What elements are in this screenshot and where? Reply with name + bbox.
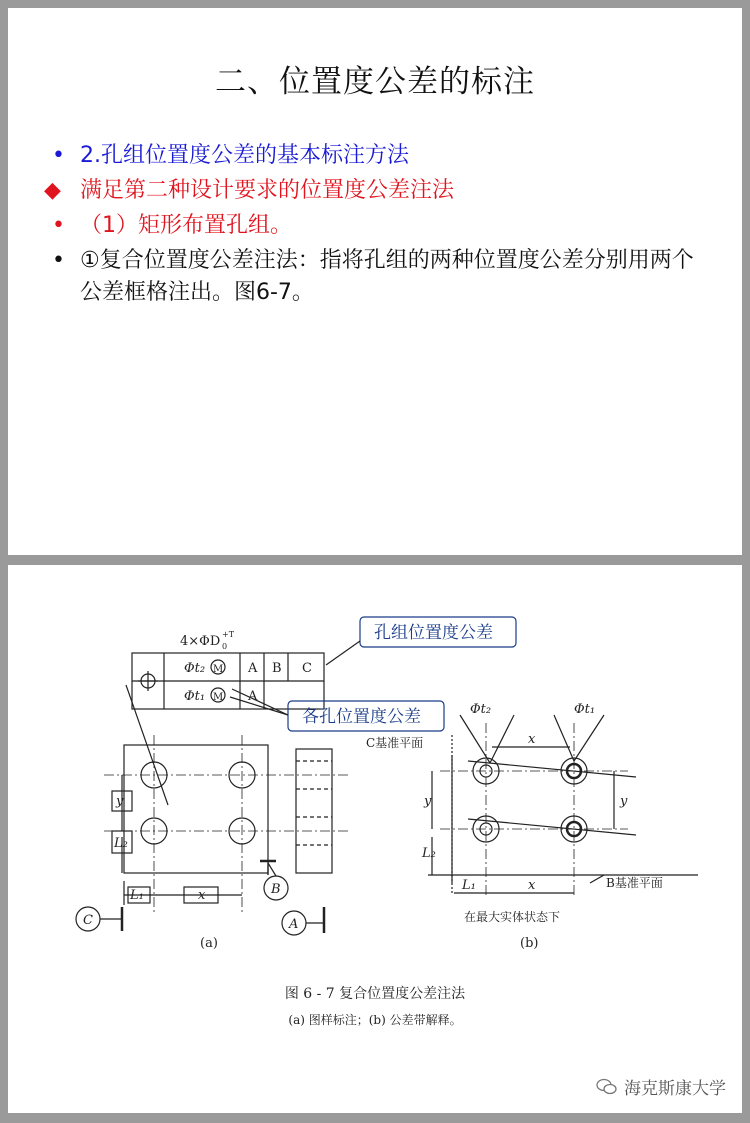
callout-group-tolerance: 孔组位置度公差 (374, 623, 493, 643)
wechat-icon (596, 1078, 618, 1096)
callout-each-tolerance: 各孔位置度公差 (302, 707, 421, 727)
frame-datum-c: C (302, 661, 312, 676)
slide-1 (8, 8, 742, 555)
bullet-text: （1）矩形布置孔组。 (80, 213, 292, 238)
bullet-text: 满足第二种设计要求的位置度公差注法 (80, 178, 455, 203)
dim-b-x-bottom: x (528, 878, 536, 893)
frame-datum-a: A (248, 689, 258, 704)
slide-2 (8, 565, 742, 1113)
bullet-item (48, 210, 708, 242)
diamond-icon: ◆ (44, 178, 61, 203)
mmc-note: 在最大实体状态下 (464, 910, 561, 924)
datum-b: B (271, 882, 281, 897)
watermark (596, 1074, 726, 1099)
slide-title: 二、位置度公差的标注 (215, 64, 535, 100)
figure-label-b: (b) (520, 936, 539, 951)
bullet-marker: • (52, 213, 65, 238)
size-sub: 0 (222, 642, 228, 651)
frame-datum-b: B (272, 661, 282, 676)
dim-l1: L₁ (130, 888, 144, 903)
frame-phi-t1: Φt₁ (184, 689, 206, 704)
size-sup: +T (222, 630, 235, 639)
zone-phi-t1: Φt₁ (574, 702, 596, 717)
figure-caption: 图 6 - 7 复合位置度公差注法 (284, 986, 466, 1002)
dim-b-l2: L₂ (422, 846, 436, 861)
figure-label-a: (a) (200, 936, 218, 951)
bullet-item (48, 140, 708, 172)
frame-phi-t2: Φt₂ (184, 661, 206, 676)
dim-y: y (116, 794, 124, 809)
dim-b-x-top: x (528, 732, 536, 747)
watermark-text: 海克斯康大学 (624, 1079, 726, 1099)
dim-b-l1: L₁ (462, 878, 476, 893)
frame-datum-a: A (248, 661, 258, 676)
dim-x: x (198, 888, 206, 903)
bullet-item (48, 245, 708, 309)
datum-a: A (289, 917, 299, 932)
bullet-marker: • (52, 248, 65, 273)
bullet-text: 2.孔组位置度公差的基本标注方法 (80, 143, 409, 168)
bullet-item (44, 175, 708, 207)
mmc-symbol: M (213, 692, 224, 703)
datum-c: C (83, 913, 93, 928)
mmc-symbol: M (213, 664, 224, 675)
figure-subcaption: (a) 图样标注；(b) 公差带解释。 (288, 1013, 462, 1027)
tolerance-figure (8, 565, 742, 1113)
zone-phi-t2: Φt₂ (470, 702, 492, 717)
dim-l2: L₂ (114, 836, 128, 851)
b-datum-plane: B基准平面 (606, 876, 663, 890)
dim-b-y-left: y (424, 794, 432, 809)
bullet-text: ①复合位置度公差注法：指将孔组的两种位置度公差分别用两个公差框格注出。图6-7。 (80, 248, 694, 305)
size-label: 4×ΦD (180, 634, 221, 649)
c-datum-plane: C基准平面 (366, 736, 424, 750)
dim-b-y-right: y (620, 794, 628, 809)
bullet-list (44, 140, 708, 312)
bullet-marker: • (52, 143, 65, 168)
